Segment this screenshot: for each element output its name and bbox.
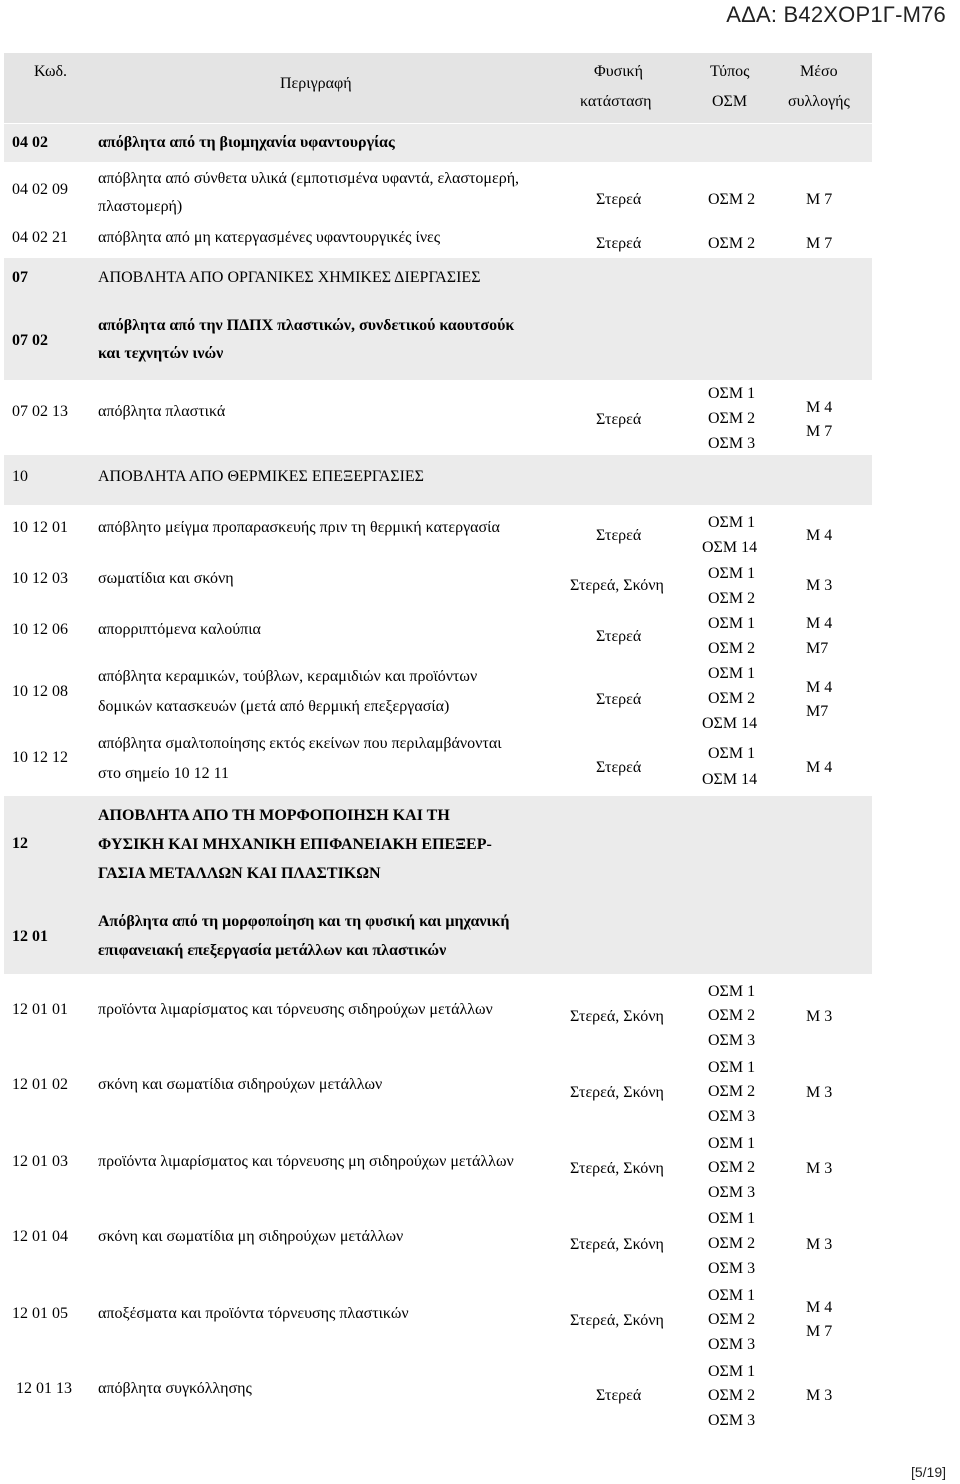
section-row-07-02: [4, 300, 872, 380]
row-state: Στερεά: [596, 1387, 642, 1404]
row-state: Στερεά, Σκόνη: [570, 1160, 664, 1177]
row-osm-3: ΟΣΜ 14: [702, 715, 758, 732]
row-osm-3: ΟΣΜ 3: [708, 1184, 756, 1201]
row-description-line1: ΑΠΟΒΛΗΤΑ ΑΠΟ ΤΗ ΜΟΡΦΟΠΟΙΗΣΗ ΚΑΙ ΤΗ: [98, 807, 450, 824]
row-osm-1: ΟΣΜ 1: [708, 385, 756, 402]
row-m-1: Μ 4: [806, 527, 833, 544]
row-state: Στερεά: [596, 191, 642, 208]
row-description: απόβλητα από μη κατεργασμένες υφαντουργικές ίνες: [98, 229, 441, 246]
row-osm-1: ΟΣΜ 1: [708, 1363, 756, 1380]
row-m-2: Μ 7: [806, 423, 833, 440]
row-m-1: Μ 3: [806, 1387, 833, 1404]
row-code: 10 12 06: [12, 621, 68, 638]
row-osm-2: ΟΣΜ 2: [708, 640, 756, 657]
row-osm-1: ΟΣΜ 1: [708, 745, 756, 762]
row-code: 12 01 01: [12, 1001, 68, 1018]
row-code: 12 01 05: [12, 1305, 68, 1322]
header-description: Περιγραφή: [280, 75, 352, 92]
row-description-line2: ΦΥΣΙΚΗ ΚΑΙ ΜΗΧΑΝΙΚΗ ΕΠΙΦΑΝΕΙΑΚΗ ΕΠΕΞΕΡ-: [98, 836, 492, 853]
row-osm-3: ΟΣΜ 3: [708, 1260, 756, 1277]
row-m-1: Μ 7: [806, 191, 833, 208]
row-m-2: Μ7: [806, 703, 829, 720]
row-osm-3: ΟΣΜ 3: [708, 1336, 756, 1353]
row-description: σκόνη και σωματίδια μη σιδηρούχων μετάλλων: [98, 1228, 404, 1245]
row-m-1: Μ 4: [806, 759, 833, 776]
row-code: 10: [12, 468, 28, 485]
row-osm-1: ΟΣΜ 1: [708, 1210, 756, 1227]
header-type-line2: ΟΣΜ: [712, 93, 748, 110]
row-osm-2: ΟΣΜ 2: [708, 1083, 756, 1100]
row-description-line1: απόβλητα από την ΠΔΠΧ πλαστικών, συνδετικού καουτσούκ: [98, 317, 515, 334]
row-osm-2: ΟΣΜ 2: [708, 1387, 756, 1404]
header-code: Κωδ.: [34, 63, 68, 80]
header-means-line1: Μέσο: [800, 63, 838, 80]
row-m-2: Μ7: [806, 640, 829, 657]
row-code: 07 02: [12, 332, 48, 349]
row-osm-1: ΟΣΜ 2: [708, 191, 756, 208]
row-description: προϊόντα λιμαρίσματος και τόρνευσης μη σιδηρούχων μετάλλων: [98, 1153, 514, 1170]
row-osm-3: ΟΣΜ 3: [708, 1032, 756, 1049]
row-state: Στερεά, Σκόνη: [570, 1312, 664, 1329]
row-m-1: Μ 4: [806, 1299, 833, 1316]
row-code: 07: [12, 269, 28, 286]
row-description-line1: απόβλητα από σύνθετα υλικά (εμποτισμένα υφαντά, ελαστομερή,: [98, 170, 520, 187]
row-code: 04 02: [12, 134, 48, 151]
row-osm-2: ΟΣΜ 2: [708, 590, 756, 607]
row-state: Στερεά: [596, 235, 642, 252]
header-type-line1: Τύπος: [710, 63, 750, 80]
row-m-1: Μ 7: [806, 235, 833, 252]
row-osm-1: ΟΣΜ 1: [708, 615, 756, 632]
row-osm-1: ΟΣΜ 1: [708, 565, 756, 582]
row-state: Στερεά: [596, 759, 642, 776]
row-osm-2: ΟΣΜ 14: [702, 771, 758, 788]
row-code: 10 12 08: [12, 683, 68, 700]
row-m-1: Μ 3: [806, 1008, 833, 1025]
row-osm-3: ΟΣΜ 3: [708, 1108, 756, 1125]
row-description-line2: και τεχνητών ινών: [98, 345, 224, 362]
row-code: 04 02 09: [12, 181, 68, 198]
row-description-line2: επιφανειακή επεξεργασία μετάλλων και πλαστικών: [98, 942, 447, 959]
row-osm-1: ΟΣΜ 1: [708, 1287, 756, 1304]
row-description-line2: δομικών κατασκευών (μετά από θερμική επεξεργασία): [98, 698, 450, 715]
row-state: Στερεά, Σκόνη: [570, 1084, 664, 1101]
row-osm-2: ΟΣΜ 2: [708, 1311, 756, 1328]
page-number: [5/19]: [910, 1464, 946, 1480]
row-osm-2: ΟΣΜ 2: [708, 410, 756, 427]
row-code: 10 12 03: [12, 570, 68, 587]
row-code: 10 12 01: [12, 519, 68, 536]
row-code: 12 01: [12, 928, 48, 945]
row-description: ΑΠΟΒΛΗΤΑ ΑΠΟ ΟΡΓΑΝΙΚΕΣ ΧΗΜΙΚΕΣ ΔΙΕΡΓΑΣΙΕΣ: [98, 269, 481, 286]
row-osm-1: ΟΣΜ 1: [708, 665, 756, 682]
row-description: σωματίδια και σκόνη: [98, 570, 234, 587]
row-m-2: Μ 7: [806, 1323, 833, 1340]
row-description-line2: στο σημείο 10 12 11: [98, 765, 230, 782]
row-state: Στερεά, Σκόνη: [570, 577, 664, 594]
row-description: απόβλητα συγκόλλησης: [98, 1380, 252, 1397]
row-description-line3: ΓΑΣΙΑ ΜΕΤΑΛΛΩΝ ΚΑΙ ΠΛΑΣΤΙΚΩΝ: [98, 865, 381, 882]
row-description: ΑΠΟΒΛΗΤΑ ΑΠΟ ΘΕΡΜΙΚΕΣ ΕΠΕΞΕΡΓΑΣΙΕΣ: [98, 468, 424, 485]
row-description: απορριπτόμενα καλούπια: [98, 621, 261, 638]
row-m-1: Μ 3: [806, 1084, 833, 1101]
row-osm-1: ΟΣΜ 2: [708, 235, 756, 252]
row-code: 12 01 02: [12, 1076, 68, 1093]
row-code: 12 01 03: [12, 1153, 68, 1170]
row-description: αποξέσματα και προϊόντα τόρνευσης πλαστικών: [98, 1305, 409, 1322]
row-description: απόβλητα πλαστικά: [98, 403, 226, 420]
row-state: Στερεά, Σκόνη: [570, 1236, 664, 1253]
ada-identifier: ΑΔΑ: Β42ΧΟΡ1Γ-Μ76: [726, 2, 946, 27]
row-osm-2: ΟΣΜ 2: [708, 1007, 756, 1024]
row-description: προϊόντα λιμαρίσματος και τόρνευσης σιδηρούχων μετάλλων: [98, 1001, 493, 1018]
row-description: σκόνη και σωματίδια σιδηρούχων μετάλλων: [98, 1076, 383, 1093]
header-state-line1: Φυσική: [594, 63, 643, 80]
row-m-1: Μ 4: [806, 679, 833, 696]
row-code: 12: [12, 835, 28, 852]
row-osm-3: ΟΣΜ 3: [708, 1412, 756, 1429]
row-osm-1: ΟΣΜ 1: [708, 1135, 756, 1152]
row-code: 12 01 04: [12, 1228, 68, 1245]
row-osm-3: ΟΣΜ 3: [708, 435, 756, 452]
row-state: Στερεά: [596, 628, 642, 645]
row-m-1: Μ 4: [806, 399, 833, 416]
header-means-line2: συλλογής: [788, 93, 850, 110]
row-state: Στερεά: [596, 411, 642, 428]
row-state: Στερεά: [596, 691, 642, 708]
table-header: [4, 53, 872, 123]
row-description-line1: Απόβλητα από τη μορφοποίηση και τη φυσική και μηχανική: [98, 913, 510, 930]
row-code: 07 02 13: [12, 403, 68, 420]
row-description-line1: απόβλητα σμαλτοποίησης εκτός εκείνων που περιλαμβάνονται: [98, 735, 502, 752]
row-m-1: Μ 3: [806, 1160, 833, 1177]
row-osm-2: ΟΣΜ 2: [708, 1235, 756, 1252]
row-m-1: Μ 3: [806, 577, 833, 594]
row-code: 04 02 21: [12, 229, 68, 246]
row-osm-2: ΟΣΜ 14: [702, 539, 758, 556]
row-code: 10 12 12: [12, 749, 68, 766]
row-m-1: Μ 3: [806, 1236, 833, 1253]
header-state-line2: κατάσταση: [580, 93, 652, 110]
row-osm-1: ΟΣΜ 1: [708, 1059, 756, 1076]
row-osm-2: ΟΣΜ 2: [708, 1159, 756, 1176]
row-description: απόβλητο μείγμα προπαρασκευής πριν τη θερμική κατεργασία: [98, 519, 500, 536]
row-m-1: Μ 4: [806, 615, 833, 632]
row-description-line2: πλαστομερή): [98, 198, 183, 215]
row-description-line1: απόβλητα κεραμικών, τούβλων, κεραμιδιών και προϊόντων: [98, 668, 478, 685]
row-osm-2: ΟΣΜ 2: [708, 690, 756, 707]
row-osm-1: ΟΣΜ 1: [708, 514, 756, 531]
row-state: Στερεά: [596, 527, 642, 544]
row-state: Στερεά, Σκόνη: [570, 1008, 664, 1025]
row-osm-1: ΟΣΜ 1: [708, 983, 756, 1000]
row-code: 12 01 13: [16, 1380, 72, 1397]
row-description: απόβλητα από τη βιομηχανία υφαντουργίας: [98, 134, 395, 151]
